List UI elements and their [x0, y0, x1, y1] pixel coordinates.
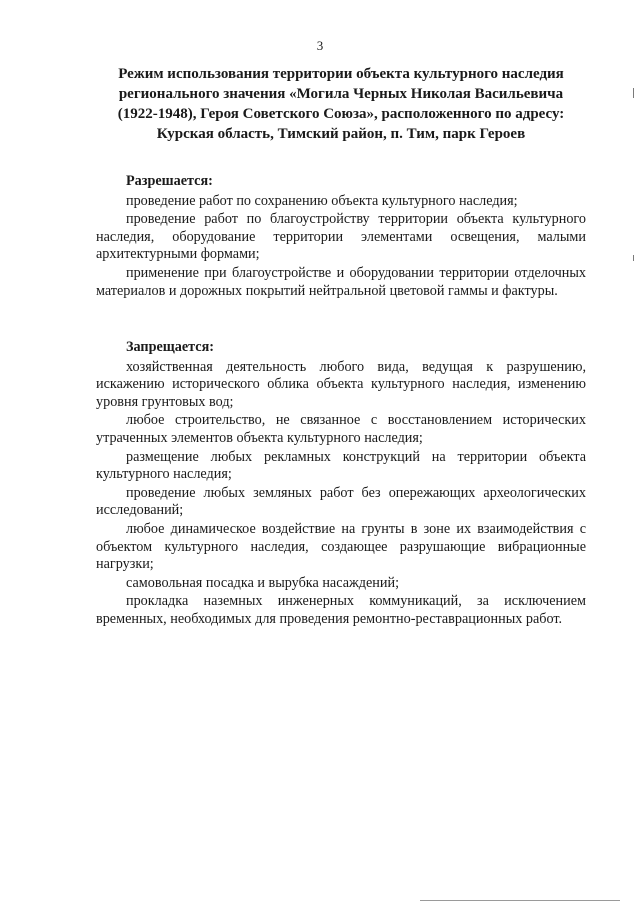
page-number: 3 — [316, 38, 324, 53]
forbidden-item: хозяйственная деятельность любого вида, ведущая к разрушению, искажению исторического облика объекта культурного наследия, изменению уровня грунтовых вод; — [96, 358, 586, 410]
allowed-heading: Разрешается: — [126, 173, 213, 189]
title-line: Режим использования территории объекта культурного наследия — [118, 66, 564, 82]
forbidden-item: самовольная посадка и вырубка насаждений; — [126, 574, 400, 591]
allowed-item: проведение работ по сохранению объекта культурного наследия; — [126, 192, 518, 209]
allowed-section — [96, 173, 586, 301]
forbidden-item: размещение любых рекламных конструкций на территории объекта культурного наследия; — [96, 448, 586, 483]
allowed-item: применение при благоустройстве и оборудовании территории отделочных материалов и дорожных покрытий нейтральной цветовой гаммы и фактуры. — [96, 264, 586, 299]
scan-edge-mark — [633, 255, 634, 261]
scan-edge-mark — [633, 88, 634, 98]
forbidden-item: любое динамическое воздействие на грунты в зоне их взаимодействия с объектом культурного наследия, создающее разрушающие вибрационные нагрузки; — [96, 520, 586, 573]
title-line: Курская область, Тимский район, п. Тим, парк Героев — [156, 126, 526, 142]
forbidden-heading: Запрещается: — [126, 339, 214, 355]
scan-bottom-mark — [420, 900, 620, 901]
title-line: регионального значения «Могила Черных Николая Васильевича — [118, 86, 564, 102]
forbidden-item: прокладка наземных инженерных коммуникаций, за исключением временных, необходимых для проведения ремонтно-реставрационных работ. — [96, 593, 586, 627]
forbidden-section — [96, 339, 586, 630]
forbidden-item: проведение любых земляных работ без опережающих археологических исследований; — [96, 484, 586, 519]
allowed-item: проведение работ по благоустройству территории объекта культурного наследия, оборудование территории элементами освещения, малыми архитектурными формами; — [96, 211, 586, 263]
forbidden-item: любое строительство, не связанное с восстановлением исторических утраченных элементов объекта культурного наследия; — [96, 412, 586, 446]
title-line: (1922-1948), Героя Советского Союза», расположенного по адресу: — [117, 106, 565, 122]
document-title — [96, 64, 586, 144]
